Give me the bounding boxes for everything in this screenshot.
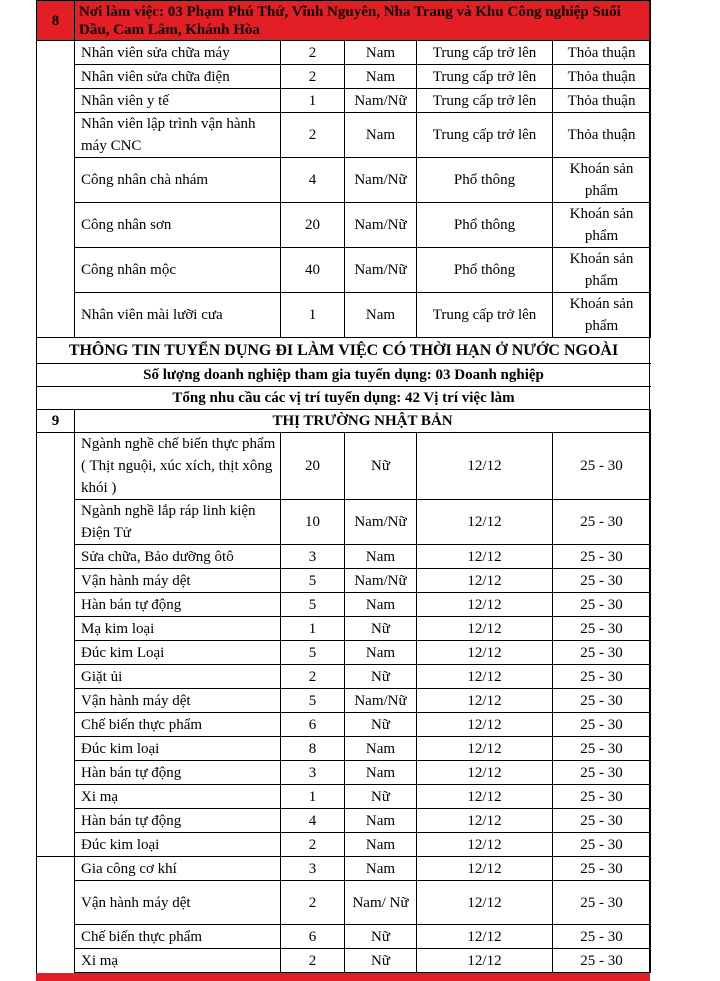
stt-cell <box>37 433 75 857</box>
job-cell: Ngành nghề chế biến thực phẩm ( Thịt nguội, xúc xích, thịt xông khói ) <box>75 433 281 500</box>
education-cell: 12/12 <box>417 433 553 500</box>
table-row <box>37 857 651 881</box>
gender-cell: Nam/ Nữ <box>345 881 417 925</box>
quantity-cell: 40 <box>281 248 345 293</box>
job-cell: Đúc kim loại <box>75 833 281 857</box>
job-cell: Chế biến thực phẩm <box>75 713 281 737</box>
quantity-cell: 4 <box>281 809 345 833</box>
education-cell: Trung cấp trở lên <box>417 293 553 338</box>
job-cell: Vận hành máy dệt <box>75 689 281 713</box>
age-cell: 25 - 30 <box>553 433 651 500</box>
gender-cell: Nam/Nữ <box>345 203 417 248</box>
quantity-cell: 2 <box>281 113 345 158</box>
education-cell: 12/12 <box>417 593 553 617</box>
recruitment-table <box>36 0 651 973</box>
quantity-cell: 10 <box>281 500 345 545</box>
gender-cell: Nữ <box>345 949 417 973</box>
quantity-cell: 3 <box>281 857 345 881</box>
salary-cell: Thỏa thuận <box>553 89 651 113</box>
gender-cell: Nữ <box>345 665 417 689</box>
table-row <box>37 65 651 89</box>
job-cell: Vận hành máy dệt <box>75 569 281 593</box>
table-row <box>37 593 651 617</box>
table-row <box>37 500 651 545</box>
quantity-cell: 5 <box>281 689 345 713</box>
gender-cell: Nam <box>345 293 417 338</box>
section-8-location-row <box>37 1 651 41</box>
age-cell: 25 - 30 <box>553 593 651 617</box>
job-cell: Đúc kim loại <box>75 737 281 761</box>
overseas-heading: THÔNG TIN TUYỂN DỤNG ĐI LÀM VIỆC CÓ THỜI HẠN Ở NƯỚC NGOÀI <box>37 338 651 364</box>
job-cell: Mạ kim loại <box>75 617 281 641</box>
job-cell: Hàn bán tự động <box>75 761 281 785</box>
quantity-cell: 6 <box>281 713 345 737</box>
table-row <box>37 248 651 293</box>
gender-cell: Nam <box>345 761 417 785</box>
gender-cell: Nam <box>345 113 417 158</box>
section-9-market-row <box>37 410 651 433</box>
education-cell: Phổ thông <box>417 158 553 203</box>
education-cell: 12/12 <box>417 713 553 737</box>
job-cell: Nhân viên y tế <box>75 89 281 113</box>
gender-cell: Nữ <box>345 785 417 809</box>
education-cell: 12/12 <box>417 809 553 833</box>
job-cell: Nhân viên sửa chữa điện <box>75 65 281 89</box>
section-8-location: Nơi làm việc: 03 Phạm Phú Thứ, Vĩnh Nguyên, Nha Trang và Khu Công nghiệp Suối Dầu, Cam Lâm, Khánh Hòa <box>75 1 651 41</box>
job-cell: Công nhân mộc <box>75 248 281 293</box>
education-cell: 12/12 <box>417 925 553 949</box>
quantity-cell: 2 <box>281 949 345 973</box>
gender-cell: Nam/Nữ <box>345 569 417 593</box>
education-cell: Trung cấp trở lên <box>417 89 553 113</box>
education-cell: 12/12 <box>417 761 553 785</box>
age-cell: 25 - 30 <box>553 545 651 569</box>
gender-cell: Nữ <box>345 617 417 641</box>
job-cell: Công nhân sơn <box>75 203 281 248</box>
stt-cell <box>37 41 75 338</box>
gender-cell: Nam <box>345 833 417 857</box>
age-cell: 25 - 30 <box>553 857 651 881</box>
education-cell: Trung cấp trở lên <box>417 113 553 158</box>
gender-cell: Nam <box>345 65 417 89</box>
table-row <box>37 785 651 809</box>
job-cell: Sửa chữa, Bảo dưỡng ôtô <box>75 545 281 569</box>
quantity-cell: 1 <box>281 785 345 809</box>
education-cell: 12/12 <box>417 569 553 593</box>
quantity-cell: 8 <box>281 737 345 761</box>
education-cell: 12/12 <box>417 500 553 545</box>
table-row <box>37 113 651 158</box>
quantity-cell: 1 <box>281 617 345 641</box>
gender-cell: Nam/Nữ <box>345 89 417 113</box>
section-9-market: THỊ TRƯỜNG NHẬT BẢN <box>75 410 651 433</box>
job-cell: Nhân viên lập trình vận hành máy CNC <box>75 113 281 158</box>
gender-cell: Nam <box>345 737 417 761</box>
education-cell: 12/12 <box>417 949 553 973</box>
education-cell: 12/12 <box>417 665 553 689</box>
job-cell: Hàn bán tự động <box>75 809 281 833</box>
education-cell: 12/12 <box>417 833 553 857</box>
quantity-cell: 1 <box>281 293 345 338</box>
age-cell: 25 - 30 <box>553 689 651 713</box>
age-cell: 25 - 30 <box>553 881 651 925</box>
table-row <box>37 641 651 665</box>
gender-cell: Nam <box>345 593 417 617</box>
education-cell: 12/12 <box>417 641 553 665</box>
quantity-cell: 2 <box>281 881 345 925</box>
table-row <box>37 617 651 641</box>
quantity-cell: 5 <box>281 569 345 593</box>
quantity-cell: 2 <box>281 65 345 89</box>
quantity-cell: 5 <box>281 593 345 617</box>
job-cell: Giặt ủi <box>75 665 281 689</box>
table-row <box>37 89 651 113</box>
gender-cell: Nam/Nữ <box>345 689 417 713</box>
age-cell: 25 - 30 <box>553 713 651 737</box>
age-cell: 25 - 30 <box>553 785 651 809</box>
salary-cell: Thỏa thuận <box>553 113 651 158</box>
table-row <box>37 713 651 737</box>
stt-cell <box>37 857 75 973</box>
gender-cell: Nữ <box>345 433 417 500</box>
overseas-companies: Số lượng doanh nghiệp tham gia tuyển dụng: 03 Doanh nghiệp <box>37 364 651 387</box>
gender-cell: Nam <box>345 857 417 881</box>
age-cell: 25 - 30 <box>553 809 651 833</box>
overseas-total-row <box>37 387 651 410</box>
table-row <box>37 665 651 689</box>
gender-cell: Nam <box>345 809 417 833</box>
age-cell: 25 - 30 <box>553 949 651 973</box>
job-cell: Vận hành máy dệt <box>75 881 281 925</box>
salary-cell: Thỏa thuận <box>553 65 651 89</box>
job-cell: Gia công cơ khí <box>75 857 281 881</box>
quantity-cell: 3 <box>281 761 345 785</box>
age-cell: 25 - 30 <box>553 833 651 857</box>
education-cell: 12/12 <box>417 881 553 925</box>
age-cell: 25 - 30 <box>553 761 651 785</box>
job-cell: Ngành nghề lắp ráp linh kiện Điện Tử <box>75 500 281 545</box>
table-row <box>37 203 651 248</box>
gender-cell: Nam <box>345 41 417 65</box>
section-9-stt: 9 <box>37 410 75 433</box>
table-row <box>37 158 651 203</box>
table-row <box>37 41 651 65</box>
quantity-cell: 3 <box>281 545 345 569</box>
age-cell: 25 - 30 <box>553 617 651 641</box>
quantity-cell: 5 <box>281 641 345 665</box>
gender-cell: Nữ <box>345 925 417 949</box>
job-cell: Đúc kim Loại <box>75 641 281 665</box>
bottom-red-bar <box>36 973 650 981</box>
salary-cell: Khoán sản phẩm <box>553 293 651 338</box>
quantity-cell: 4 <box>281 158 345 203</box>
age-cell: 25 - 30 <box>553 925 651 949</box>
job-cell: Xi mạ <box>75 949 281 973</box>
education-cell: 12/12 <box>417 857 553 881</box>
table-row <box>37 949 651 973</box>
table-row <box>37 293 651 338</box>
salary-cell: Thỏa thuận <box>553 41 651 65</box>
table-row <box>37 925 651 949</box>
gender-cell: Nam <box>345 545 417 569</box>
gender-cell: Nam/Nữ <box>345 158 417 203</box>
job-cell: Công nhân chà nhám <box>75 158 281 203</box>
education-cell: 12/12 <box>417 785 553 809</box>
table-row <box>37 809 651 833</box>
job-cell: Nhân viên sửa chữa máy <box>75 41 281 65</box>
gender-cell: Nam/Nữ <box>345 248 417 293</box>
salary-cell: Khoán sản phẩm <box>553 158 651 203</box>
overseas-total: Tổng nhu cầu các vị trí tuyển dụng: 42 Vị trí việc làm <box>37 387 651 410</box>
education-cell: 12/12 <box>417 617 553 641</box>
gender-cell: Nữ <box>345 713 417 737</box>
salary-cell: Khoán sản phẩm <box>553 203 651 248</box>
quantity-cell: 1 <box>281 89 345 113</box>
education-cell: 12/12 <box>417 737 553 761</box>
age-cell: 25 - 30 <box>553 569 651 593</box>
age-cell: 25 - 30 <box>553 737 651 761</box>
quantity-cell: 20 <box>281 203 345 248</box>
education-cell: Trung cấp trở lên <box>417 41 553 65</box>
education-cell: Phổ thông <box>417 248 553 293</box>
education-cell: 12/12 <box>417 689 553 713</box>
education-cell: Phổ thông <box>417 203 553 248</box>
quantity-cell: 2 <box>281 665 345 689</box>
table-row <box>37 545 651 569</box>
section-8-stt: 8 <box>37 1 75 41</box>
age-cell: 25 - 30 <box>553 665 651 689</box>
table-row <box>37 433 651 500</box>
recruitment-table-sheet <box>36 0 650 973</box>
gender-cell: Nam/Nữ <box>345 500 417 545</box>
job-cell: Nhân viên mài lưỡi cưa <box>75 293 281 338</box>
table-row <box>37 689 651 713</box>
job-cell: Xi mạ <box>75 785 281 809</box>
salary-cell: Khoán sản phẩm <box>553 248 651 293</box>
age-cell: 25 - 30 <box>553 641 651 665</box>
quantity-cell: 2 <box>281 833 345 857</box>
education-cell: Trung cấp trở lên <box>417 65 553 89</box>
quantity-cell: 20 <box>281 433 345 500</box>
job-cell: Chế biến thực phẩm <box>75 925 281 949</box>
age-cell: 25 - 30 <box>553 500 651 545</box>
table-row <box>37 569 651 593</box>
overseas-companies-row <box>37 364 651 387</box>
job-cell: Hàn bán tự động <box>75 593 281 617</box>
quantity-cell: 6 <box>281 925 345 949</box>
overseas-heading-row <box>37 338 651 364</box>
gender-cell: Nam <box>345 641 417 665</box>
table-row <box>37 833 651 857</box>
education-cell: 12/12 <box>417 545 553 569</box>
table-row <box>37 737 651 761</box>
quantity-cell: 2 <box>281 41 345 65</box>
table-row <box>37 761 651 785</box>
table-row <box>37 881 651 925</box>
